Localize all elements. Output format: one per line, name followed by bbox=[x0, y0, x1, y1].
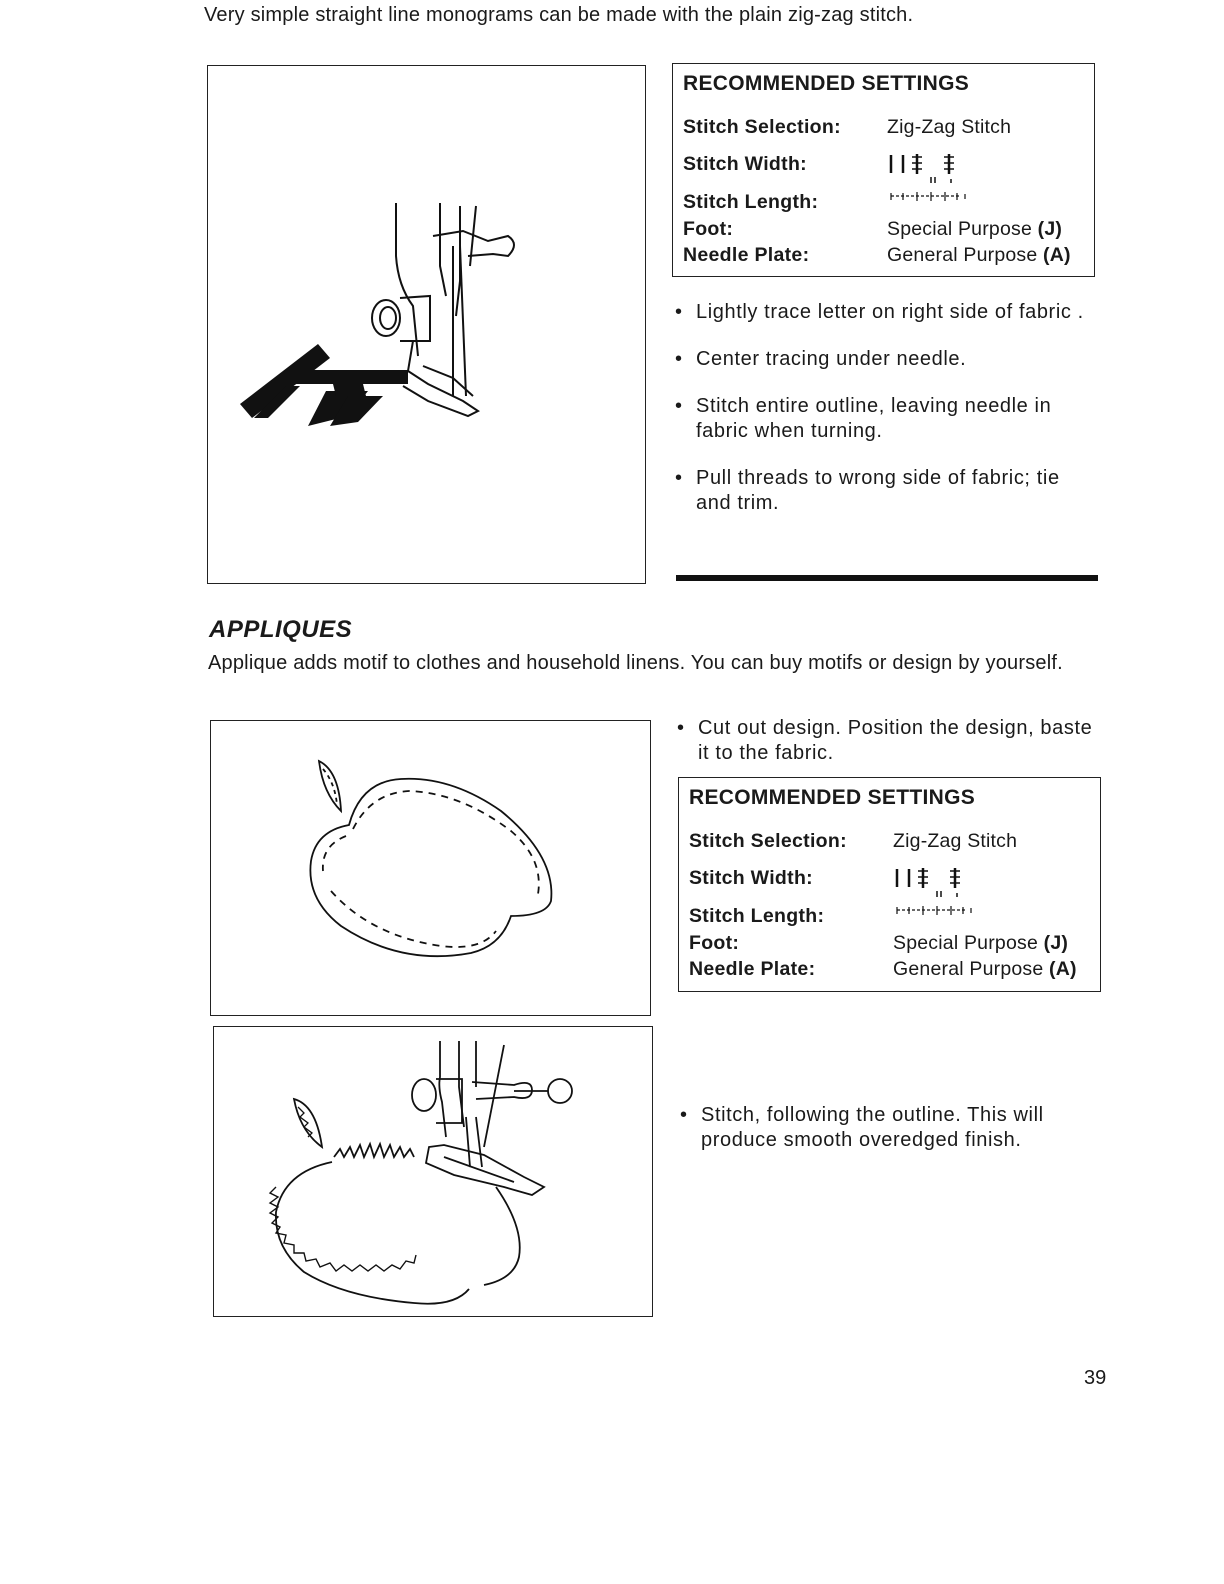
applique-design-figure bbox=[210, 720, 651, 1016]
settings-row-foot bbox=[689, 932, 1100, 955]
applique-stitch-step bbox=[680, 1103, 1105, 1175]
settings-row-stitch-width bbox=[683, 153, 1094, 185]
monogram-settings-box bbox=[672, 63, 1095, 277]
settings-title: RECOMMENDED SETTINGS bbox=[689, 786, 976, 809]
applique-stitching-illustration bbox=[214, 1027, 651, 1315]
applique-stitching-figure bbox=[213, 1026, 653, 1317]
settings-row-foot bbox=[683, 218, 1094, 241]
section-divider bbox=[676, 575, 1098, 581]
page-number: 39 bbox=[1084, 1367, 1107, 1389]
list-item: • Stitch entire outline, leaving needle in fabric when turning. bbox=[675, 394, 1099, 444]
stitch-length-icon bbox=[893, 905, 983, 921]
settings-label: Needle Plate: bbox=[683, 244, 810, 266]
settings-value: Zig-Zag Stitch bbox=[893, 830, 1018, 852]
stitch-width-icon bbox=[893, 867, 983, 899]
settings-row-stitch-selection bbox=[683, 116, 1094, 139]
list-item: • Lightly trace letter on right side of fabric . bbox=[675, 300, 1099, 325]
settings-label: Stitch Selection: bbox=[689, 830, 847, 852]
applique-settings-box bbox=[678, 777, 1101, 992]
settings-row-stitch-selection bbox=[689, 830, 1100, 853]
settings-row-needle-plate bbox=[683, 244, 1094, 267]
settings-label: Stitch Length: bbox=[683, 191, 819, 213]
stitch-width-icon bbox=[887, 153, 977, 185]
settings-value: Special Purpose (J) bbox=[887, 218, 1063, 240]
settings-row-needle-plate bbox=[689, 958, 1100, 981]
intro-text: Very simple straight line monograms can be made with the plain zig-zag stitch. bbox=[204, 4, 914, 26]
settings-title: RECOMMENDED SETTINGS bbox=[683, 72, 970, 95]
settings-label: Foot: bbox=[683, 218, 734, 240]
list-item: • Center tracing under needle. bbox=[675, 347, 1099, 372]
stitch-length-icon bbox=[887, 191, 977, 207]
settings-label: Stitch Selection: bbox=[683, 116, 841, 138]
section-heading: APPLIQUES bbox=[209, 616, 353, 643]
monogram-figure bbox=[207, 65, 646, 584]
settings-value: Zig-Zag Stitch bbox=[887, 116, 1012, 138]
sewing-machine-monogram-illustration bbox=[208, 66, 644, 582]
settings-value: Special Purpose (J) bbox=[893, 932, 1069, 954]
monogram-steps-list bbox=[675, 300, 1099, 538]
settings-row-stitch-length bbox=[683, 191, 1094, 214]
settings-label: Stitch Width: bbox=[683, 153, 807, 175]
settings-row-stitch-width bbox=[689, 867, 1100, 899]
list-item: • Stitch, following the outline. This will produce smooth overedged finish. bbox=[680, 1103, 1105, 1153]
applique-description: Applique adds motif to clothes and household linens. You can buy motifs or design by yourself. bbox=[208, 652, 1063, 674]
applique-outline-illustration bbox=[211, 721, 649, 1014]
settings-label: Stitch Length: bbox=[689, 905, 825, 927]
settings-row-stitch-length bbox=[689, 905, 1100, 928]
settings-label: Stitch Width: bbox=[689, 867, 813, 889]
settings-value: General Purpose (A) bbox=[893, 958, 1077, 980]
settings-label: Foot: bbox=[689, 932, 740, 954]
list-item: • Cut out design. Position the design, baste it to the fabric. bbox=[677, 716, 1102, 766]
settings-label: Needle Plate: bbox=[689, 958, 816, 980]
list-item: • Pull threads to wrong side of fabric; tie and trim. bbox=[675, 466, 1099, 516]
settings-value: General Purpose (A) bbox=[887, 244, 1071, 266]
